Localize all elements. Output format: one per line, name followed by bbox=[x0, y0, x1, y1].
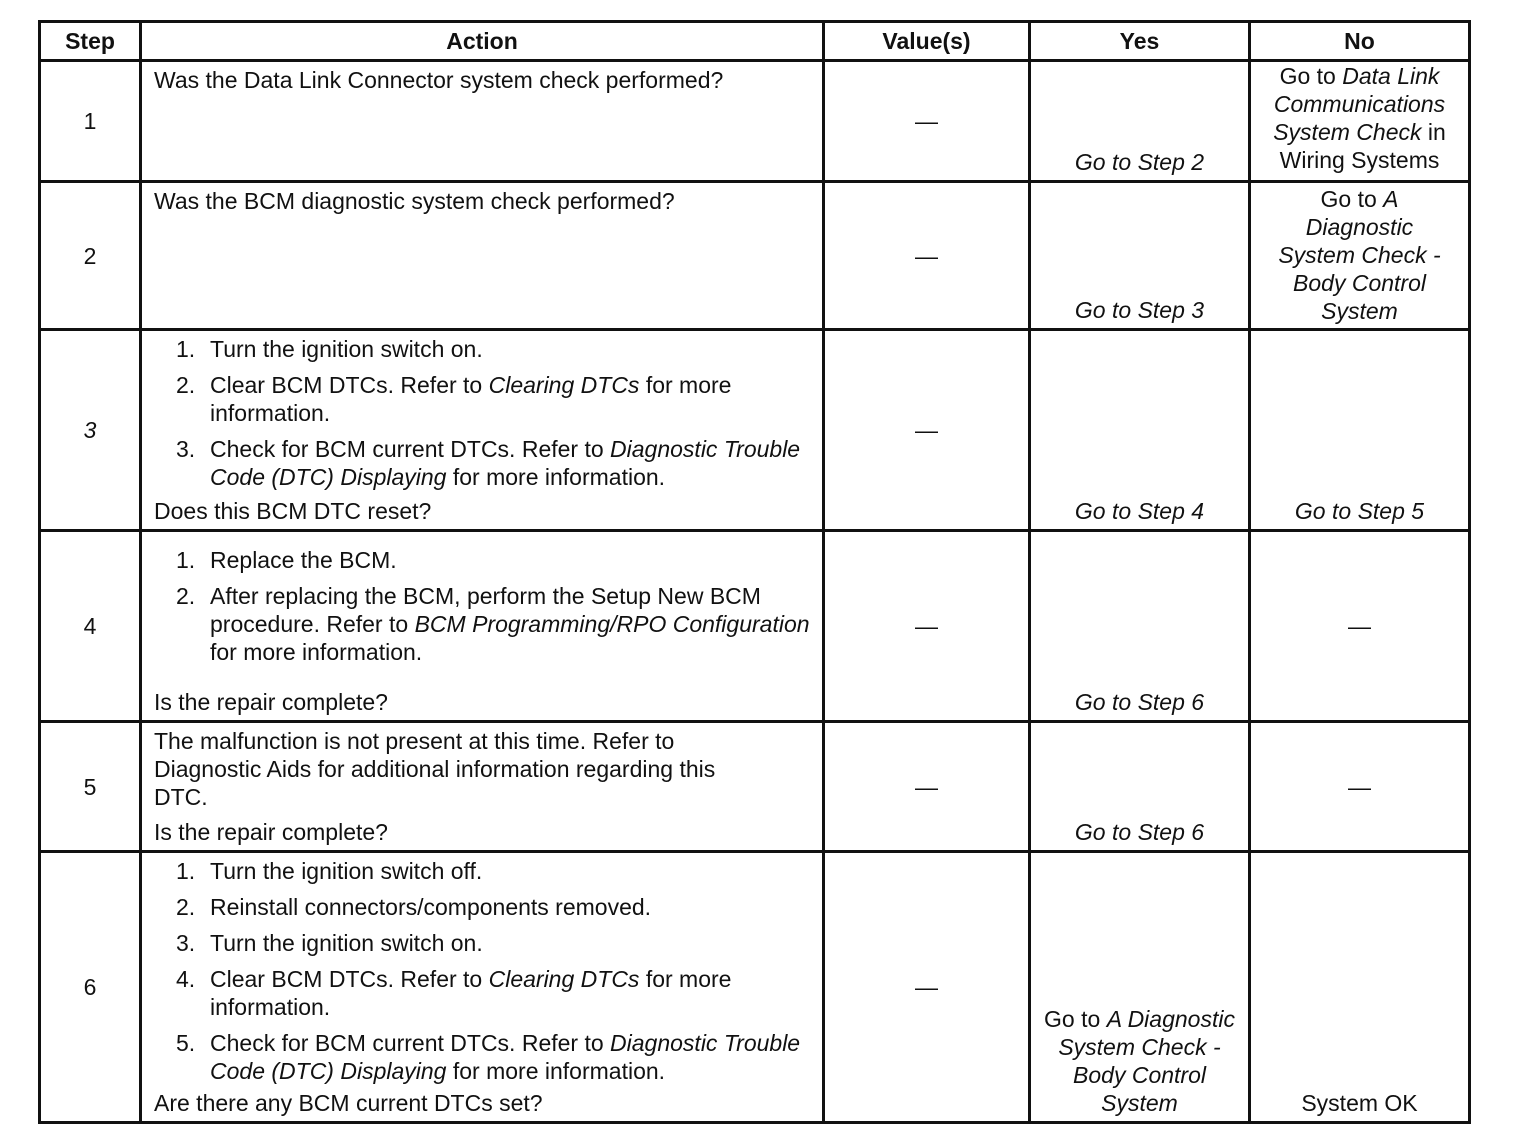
step-number: 4 bbox=[40, 531, 141, 722]
header-no: No bbox=[1250, 22, 1470, 61]
action-cell bbox=[141, 182, 824, 330]
no-link: Go to Step 5 bbox=[1294, 498, 1425, 524]
table-row-step-5 bbox=[40, 722, 1470, 852]
yes-cell bbox=[1030, 61, 1250, 182]
yes-link: Go to Step 3 bbox=[1074, 297, 1205, 323]
action-cell bbox=[141, 531, 824, 722]
no-reference: A Diagnostic System Check - Body Control System bbox=[1278, 186, 1441, 324]
action-question: Does this BCM DTC reset? bbox=[154, 498, 432, 524]
no-value: — bbox=[1348, 613, 1371, 639]
list-item: 1. Turn the ignition switch off. bbox=[176, 858, 483, 884]
yes-cell bbox=[1030, 182, 1250, 330]
no-cell bbox=[1250, 61, 1470, 182]
no-value: System OK bbox=[1301, 1090, 1418, 1116]
action-steps bbox=[154, 546, 812, 666]
header-row bbox=[40, 22, 1470, 61]
table-row-step-3 bbox=[40, 330, 1470, 531]
yes-link: Go to Step 6 bbox=[1074, 689, 1205, 715]
list-item: 1. Replace the BCM. bbox=[176, 547, 397, 573]
action-text: Was the Data Link Connector system check performed? bbox=[154, 67, 724, 93]
yes-cell bbox=[1030, 852, 1250, 1123]
action-steps bbox=[154, 335, 812, 491]
action-text: Was the BCM diagnostic system check performed? bbox=[154, 188, 675, 214]
diagnostic-table bbox=[38, 20, 1471, 1124]
step-number: 5 bbox=[40, 722, 141, 852]
no-cell bbox=[1250, 182, 1470, 330]
step-number: 3 bbox=[40, 330, 141, 531]
action-text: The malfunction is not present at this time. Refer to Diagnostic Aids for additional information regarding this DTC. bbox=[154, 728, 716, 810]
no-cell bbox=[1250, 722, 1470, 852]
value-cell: — bbox=[824, 182, 1030, 330]
table-row-step-1 bbox=[40, 61, 1470, 182]
action-cell bbox=[141, 61, 824, 182]
action-question: Are there any BCM current DTCs set? bbox=[154, 1090, 543, 1116]
table-row-step-6 bbox=[40, 852, 1470, 1123]
yes-cell bbox=[1030, 531, 1250, 722]
no-cell bbox=[1250, 852, 1470, 1123]
yes-link: Go to Step 4 bbox=[1074, 498, 1205, 524]
list-item: 2. Reinstall connectors/components removed. bbox=[176, 894, 652, 920]
value-cell: — bbox=[824, 852, 1030, 1123]
action-cell bbox=[141, 330, 824, 531]
yes-prefix: Go to bbox=[1044, 1006, 1107, 1032]
table-row-step-4 bbox=[40, 531, 1470, 722]
yes-reference: A Diagnostic System Check - Body Control System bbox=[1058, 1006, 1235, 1116]
no-suffix: in Wiring Systems bbox=[1279, 119, 1446, 173]
list-item: 3. Check for BCM current DTCs. Refer to Diagnostic Trouble Code (DTC) Displaying for more information. bbox=[176, 436, 801, 490]
table-row-step-2 bbox=[40, 182, 1470, 330]
no-cell bbox=[1250, 531, 1470, 722]
action-cell bbox=[141, 722, 824, 852]
yes-cell bbox=[1030, 722, 1250, 852]
value-cell: — bbox=[824, 722, 1030, 852]
list-item: 2. Clear BCM DTCs. Refer to Clearing DTCs for more information. bbox=[176, 372, 732, 426]
header-action: Action bbox=[141, 22, 824, 61]
value-cell: — bbox=[824, 61, 1030, 182]
action-cell bbox=[141, 852, 824, 1123]
step-number: 6 bbox=[40, 852, 141, 1123]
no-prefix: Go to bbox=[1320, 186, 1384, 212]
yes-cell bbox=[1030, 330, 1250, 531]
no-cell bbox=[1250, 330, 1470, 531]
no-reference: Data Link Communications System Check bbox=[1273, 63, 1446, 145]
step-number: 1 bbox=[40, 61, 141, 182]
header-yes: Yes bbox=[1030, 22, 1250, 61]
list-item: 5. Check for BCM current DTCs. Refer to Diagnostic Trouble Code (DTC) Displaying for more information. bbox=[176, 1030, 801, 1084]
header-step: Step bbox=[40, 22, 141, 61]
value-cell: — bbox=[824, 531, 1030, 722]
action-question: Is the repair complete? bbox=[154, 819, 388, 845]
value-cell: — bbox=[824, 330, 1030, 531]
header-values: Value(s) bbox=[824, 22, 1030, 61]
yes-link: Go to Step 2 bbox=[1074, 149, 1205, 175]
no-prefix: Go to bbox=[1279, 63, 1343, 89]
list-item: 3. Turn the ignition switch on. bbox=[176, 930, 483, 956]
action-question: Is the repair complete? bbox=[154, 689, 388, 715]
action-steps bbox=[154, 857, 812, 1085]
step-number: 2 bbox=[40, 182, 141, 330]
list-item: 1. Turn the ignition switch on. bbox=[176, 336, 483, 362]
no-value: — bbox=[1348, 773, 1371, 800]
list-item: 2. After replacing the BCM, perform the Setup New BCM procedure. Refer to BCM Programming/RPO Configuration for more information. bbox=[176, 583, 810, 665]
yes-link: Go to Step 6 bbox=[1074, 819, 1205, 845]
list-item: 4. Clear BCM DTCs. Refer to Clearing DTCs for more information. bbox=[176, 966, 732, 1020]
